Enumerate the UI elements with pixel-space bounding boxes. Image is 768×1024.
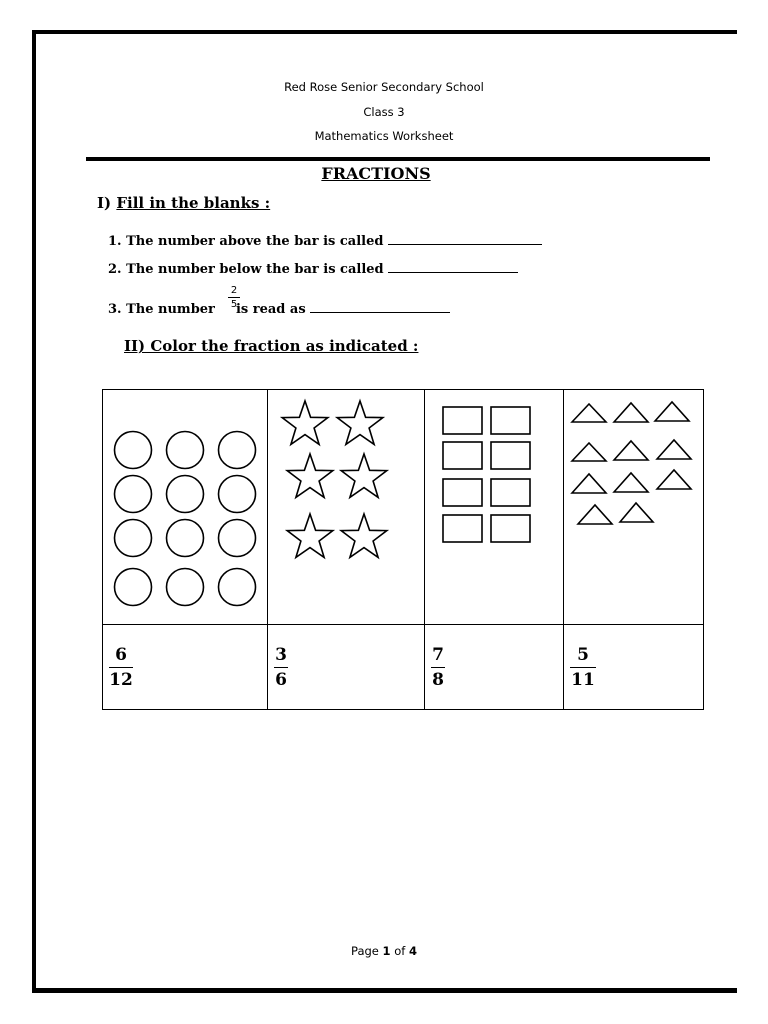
section-2-heading: II) Color the fraction as indicated : (124, 337, 419, 355)
question-1-text: The number above the bar is called (126, 234, 384, 249)
fraction-bar (274, 667, 288, 668)
rectangle-shape[interactable] (443, 515, 482, 542)
rectangles-cell (425, 390, 564, 625)
fraction-denominator: 6 (275, 670, 287, 690)
circle-shape[interactable] (167, 476, 204, 513)
triangle-shape[interactable] (614, 473, 648, 492)
class-label: Class 3 (363, 105, 405, 119)
answer-blank-1[interactable] (388, 233, 542, 245)
section-1-number: I) (97, 194, 112, 212)
fraction-5-11 (570, 645, 596, 690)
question-3-text-before: The number (126, 302, 215, 317)
triangle-shape[interactable] (657, 440, 691, 459)
circles-cell (103, 390, 268, 625)
of-label: of (394, 944, 406, 958)
section-1-heading (97, 194, 270, 212)
triangle-shape[interactable] (657, 470, 691, 489)
worksheet-title: Mathematics Worksheet (314, 129, 454, 143)
fraction-numerator: 3 (275, 645, 287, 665)
circle-shape[interactable] (167, 569, 204, 606)
stars-cell (268, 390, 425, 625)
fraction-numerator: 7 (432, 645, 444, 665)
rectangle-shape[interactable] (443, 479, 482, 506)
page-total: 4 (408, 944, 417, 958)
circle-shape[interactable] (219, 432, 256, 469)
circle-shape[interactable] (115, 476, 152, 513)
page-number: 1 (382, 944, 391, 958)
school-name: Red Rose Senior Secondary School (284, 80, 484, 94)
inline-fraction-bar (228, 297, 240, 298)
question-3 (108, 301, 450, 317)
triangle-shape[interactable] (614, 441, 648, 460)
rectangle-shape[interactable] (491, 479, 530, 506)
fraction-denominator: 8 (432, 670, 444, 690)
fraction-bar (570, 667, 596, 668)
fraction-denominator: 12 (109, 670, 133, 690)
triangle-shape[interactable] (572, 443, 606, 461)
rectangle-shape[interactable] (443, 442, 482, 469)
triangle-shape[interactable] (572, 474, 606, 493)
question-3-number: 3. (108, 302, 122, 317)
question-1 (108, 233, 542, 249)
fraction-bar (109, 667, 133, 668)
fraction-cell-3 (425, 625, 564, 710)
stars-group (268, 390, 424, 624)
circle-shape[interactable] (115, 520, 152, 557)
circle-shape[interactable] (167, 432, 204, 469)
page-label: Page (351, 944, 379, 958)
triangle-shape[interactable] (578, 505, 612, 524)
circle-shape[interactable] (219, 520, 256, 557)
rectangle-shape[interactable] (491, 515, 530, 542)
circles-group (103, 390, 267, 624)
question-2 (108, 261, 518, 277)
question-2-text: The number below the bar is called (126, 262, 384, 277)
fraction-denominator: 11 (571, 670, 595, 690)
question-3-text-after: is read as (235, 302, 306, 317)
inline-fraction-denominator: 5 (230, 299, 238, 310)
triangle-shape[interactable] (614, 403, 648, 422)
triangles-cell (564, 390, 704, 625)
circle-shape[interactable] (115, 569, 152, 606)
triangle-shape[interactable] (620, 503, 653, 522)
fraction-6-12 (109, 645, 133, 690)
circle-shape[interactable] (167, 520, 204, 557)
inline-fraction-numerator: 2 (230, 285, 238, 296)
rectangle-shape[interactable] (491, 407, 530, 434)
star-shape[interactable] (287, 454, 333, 497)
fraction-bar (431, 667, 445, 668)
question-1-number: 1. (108, 234, 122, 249)
answer-blank-2[interactable] (388, 261, 518, 273)
star-shape[interactable] (341, 454, 387, 497)
fraction-grid (102, 389, 704, 710)
fraction-cell-2 (268, 625, 425, 710)
fraction-cell-1 (103, 625, 268, 710)
rectangle-shape[interactable] (491, 442, 530, 469)
rectangle-shape[interactable] (443, 407, 482, 434)
circle-shape[interactable] (115, 432, 152, 469)
fraction-numerator: 5 (577, 645, 589, 665)
circle-shape[interactable] (219, 476, 256, 513)
star-shape[interactable] (282, 401, 328, 444)
page-title: FRACTIONS (321, 164, 431, 183)
circle-shape[interactable] (219, 569, 256, 606)
star-shape[interactable] (287, 514, 333, 557)
fraction-7-8 (431, 645, 445, 690)
answer-blank-3[interactable] (310, 301, 450, 313)
fraction-cell-4 (564, 625, 704, 710)
question-2-number: 2. (108, 262, 122, 277)
page-footer (0, 944, 768, 958)
star-shape[interactable] (341, 514, 387, 557)
triangle-shape[interactable] (655, 402, 689, 421)
triangles-group (564, 390, 703, 624)
section-1-title: Fill in the blanks : (116, 194, 271, 212)
header-rule (86, 157, 710, 161)
fraction-3-6 (274, 645, 288, 690)
triangle-shape[interactable] (572, 404, 606, 422)
rectangles-group (425, 390, 563, 624)
fraction-numerator: 6 (115, 645, 127, 665)
star-shape[interactable] (337, 401, 383, 444)
